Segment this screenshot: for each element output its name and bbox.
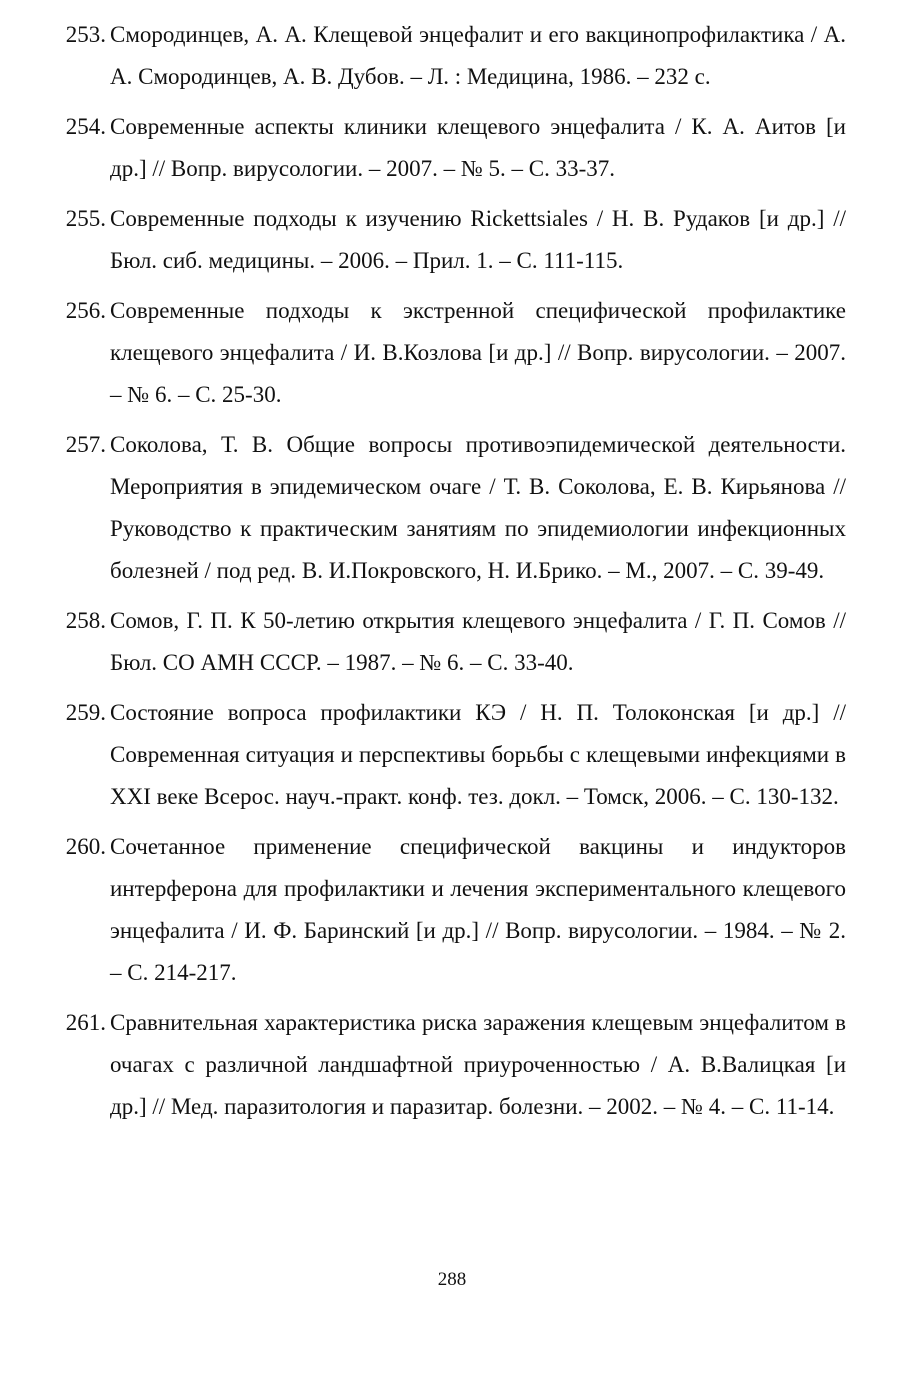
reference-list bbox=[48, 14, 846, 1136]
reference-number: 259. bbox=[65, 700, 106, 725]
reference-item bbox=[48, 600, 846, 684]
reference-item bbox=[48, 826, 846, 994]
reference-text: Сравнительная характеристика риска заражения клещевым энцефалитом в очагах с различной ландшафтной приуроченностью / А. В.Валицкая [и др.] // Мед. паразитология и паразитар. болезни. – 2002. – № 4. – С. 11-14. bbox=[110, 1010, 846, 1119]
reference-number: 256. bbox=[65, 298, 106, 323]
reference-item bbox=[48, 424, 846, 592]
reference-text: Современные аспекты клиники клещевого энцефалита / К. А. Аитов [и др.] // Вопр. вирусологии. – 2007. – № 5. – С. 33-37. bbox=[110, 114, 846, 181]
reference-text: Современные подходы к изучению Rickettsiales / Н. В. Рудаков [и др.] // Бюл. сиб. медицины. – 2006. – Прил. 1. – С. 111-115. bbox=[110, 206, 846, 273]
reference-item bbox=[48, 1002, 846, 1128]
reference-text: Сочетанное применение специфической вакцины и индукторов интерферона для профилактики и лечения экспериментального клещевого энцефалита / И. Ф. Баринский [и др.] // Вопр. вирусологии. – 1984. – № 2. – С. 214-217. bbox=[110, 834, 846, 985]
reference-item bbox=[48, 198, 846, 282]
reference-number: 260. bbox=[65, 834, 106, 859]
reference-item bbox=[48, 290, 846, 416]
reference-number: 253. bbox=[65, 22, 106, 47]
reference-number: 254. bbox=[65, 114, 106, 139]
reference-number: 261. bbox=[65, 1010, 106, 1035]
page-number: 288 bbox=[437, 1269, 467, 1290]
reference-item bbox=[48, 692, 846, 818]
reference-item bbox=[48, 106, 846, 190]
reference-number: 258. bbox=[65, 608, 106, 633]
reference-text: Соколова, Т. В. Общие вопросы противоэпидемической деятельности. Мероприятия в эпидемическом очаге / Т. В. Соколова, Е. В. Кирьянова // Руководство к практическим занятиям по эпидемиологии инфекционных болезней / под ред. В. И.Покровского, Н. И.Брико. – М., 2007. – С. 39-49. bbox=[110, 432, 846, 583]
reference-text: Сомов, Г. П. К 50-летию открытия клещевого энцефалита / Г. П. Сомов // Бюл. СО АМН СССР. – 1987. – № 6. – С. 33-40. bbox=[110, 608, 846, 675]
reference-number: 257. bbox=[65, 432, 106, 457]
reference-text: Смородинцев, А. А. Клещевой энцефалит и его вакцинопрофилактика / А. А. Смородинцев, А. В. Дубов. – Л. : Медицина, 1986. – 232 с. bbox=[110, 22, 846, 89]
reference-item bbox=[48, 14, 846, 98]
reference-text: Состояние вопроса профилактики КЭ / Н. П. Толоконская [и др.] // Современная ситуация и перспективы борьбы с клещевыми инфекциями в XXI веке Всерос. науч.-практ. конф. тез. докл. – Томск, 2006. – С. 130-132. bbox=[110, 700, 846, 809]
reference-text: Современные подходы к экстренной специфической профилактике клещевого энцефалита / И. В.Козлова [и др.] // Вопр. вирусологии. – 2007. – № 6. – С. 25-30. bbox=[110, 298, 846, 407]
reference-number: 255. bbox=[65, 206, 106, 231]
